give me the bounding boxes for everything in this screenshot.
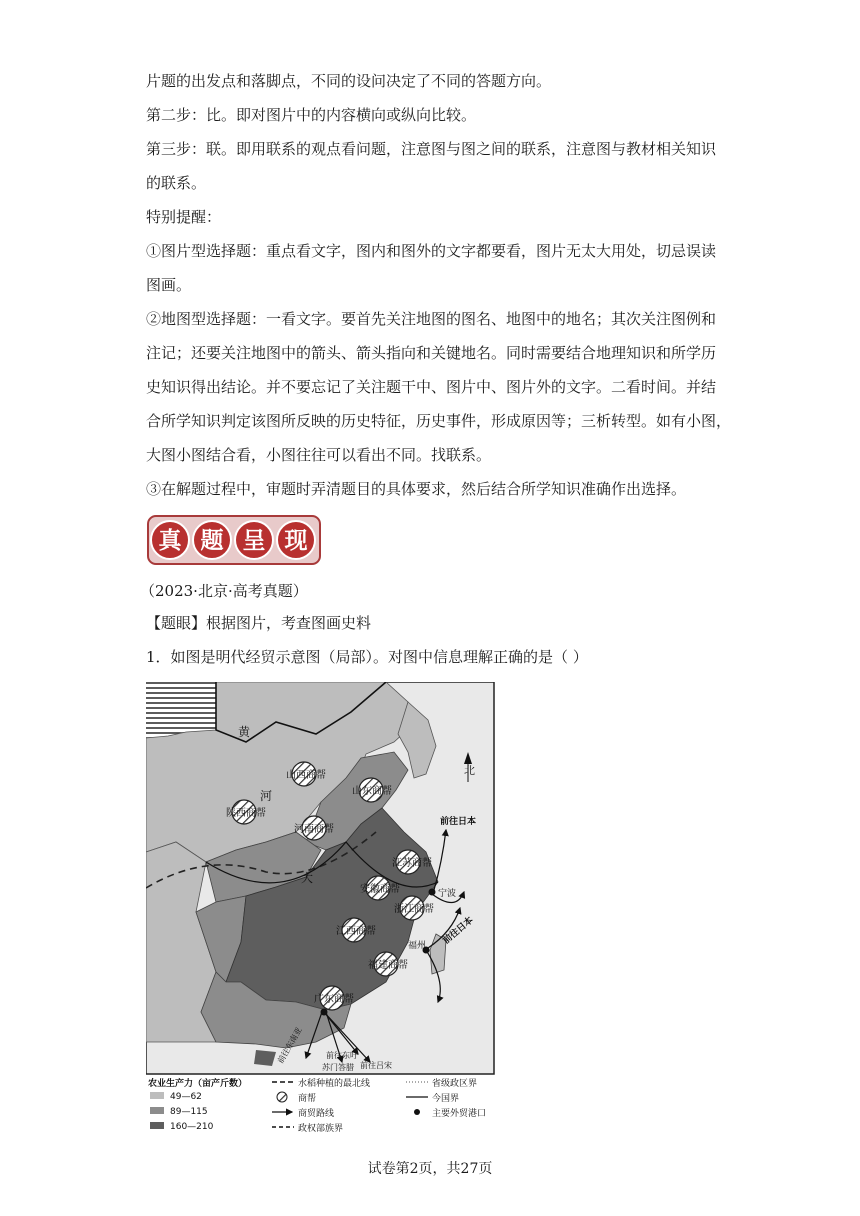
north-arrow-label: 北	[464, 764, 475, 777]
paragraph-line: 特别提醒：	[146, 208, 222, 226]
label-shaanxi: 陕西商帮	[226, 808, 266, 819]
paragraph-line: 注记；还要关注地图中的箭头、箭头指向和关键地名。同时需要结合地理知识和所学历	[146, 344, 717, 362]
page-footer: 试卷第2页，共27页	[367, 1161, 493, 1177]
label-anhui: 安徽商帮	[360, 884, 400, 895]
banner-char: 呈	[242, 528, 266, 554]
ming-trade-map	[146, 682, 496, 1142]
banner-char: 真	[158, 528, 182, 554]
label-he: 河	[260, 789, 273, 803]
section-banner	[146, 514, 322, 566]
question-stem: 1．如图是明代经贸示意图（局部）。对图中信息理解正确的是（ ）	[146, 648, 588, 666]
legend-agri-title: 农业生产力（亩产斤数）	[148, 1079, 248, 1089]
label-route-se4: 苏门答腊	[322, 1063, 354, 1072]
label-jiangsu: 江苏商帮	[392, 858, 432, 869]
label-fuzhou: 福州	[408, 941, 427, 951]
label-guangdong: 广东商帮	[314, 994, 354, 1005]
paragraph-line: ①图片型选择题：重点看文字，图内和图外的文字都要看，图片无太大用处，切忌误读	[146, 242, 717, 260]
label-shandong: 山东商帮	[352, 786, 392, 797]
question-focus: 【题眼】根据图片，考查图画史料	[146, 614, 372, 632]
legend-route: 商贸路线	[298, 1109, 335, 1119]
label-route-se1: 前往东南亚	[275, 1025, 304, 1065]
map-legend	[148, 1077, 486, 1134]
paragraph-line: 合所学知识判定该图所反映的历史特征，历史事件，形成原因等；三析转型。如有小图，	[146, 412, 732, 430]
paragraph-line: 的联系。	[146, 174, 207, 192]
label-fujian: 福建商帮	[368, 960, 408, 971]
label-japan-1: 前往日本	[440, 817, 477, 827]
label-route-se3: 前往吕宋	[360, 1061, 392, 1070]
legend-port: 主要外贸港口	[432, 1109, 487, 1119]
label-huang: 黄	[238, 725, 251, 739]
label-henan: 河南商帮	[294, 824, 334, 835]
question-source: （2023·北京·高考真题）	[140, 582, 308, 600]
label-zhejiang: 浙江商帮	[394, 904, 434, 915]
paragraph-line: ③在解题过程中，审题时弄清题目的具体要求，然后结合所学知识准确作出选择。	[146, 480, 687, 498]
paragraph-line: 大图小图结合看，小图往往可以看出不同。找联系。	[146, 446, 492, 464]
paragraph-line: 史知识得出结论。并不要忘记了关注题干中、图片中、图片外的文字。二看时间。并结	[146, 378, 717, 396]
paragraph-line: 第三步：联。即用联系的观点看问题，注意图与图之间的联系，注意图与教材相关知识	[146, 140, 717, 158]
label-shanxi: 山西商帮	[286, 770, 326, 781]
label-jiangxi: 江西商帮	[336, 926, 376, 937]
legend-agri-2: 89—115	[170, 1107, 208, 1117]
label-japan-2: 前往日本	[441, 915, 476, 947]
legend-agri-1: 49—62	[170, 1092, 202, 1102]
paragraph-line: 片题的出发点和落脚点，不同的设问决定了不同的答题方向。	[146, 72, 552, 90]
banner-char: 现	[284, 528, 308, 554]
label-da: 大	[301, 871, 314, 885]
label-route-se2: 前往东吁	[326, 1051, 358, 1060]
label-ningbo: 宁波	[438, 889, 457, 899]
legend-guild: 商帮	[298, 1094, 317, 1104]
legend-nation: 今国界	[432, 1094, 460, 1104]
paragraph-line: 第二步：比。即对图片中的内容横向或纵向比较。	[146, 106, 477, 124]
paragraph-line: ②地图型选择题：一看文字。要首先关注地图的图名、地图中的地名；其次关注图例和	[146, 310, 717, 328]
legend-agri-3: 160—210	[170, 1122, 214, 1132]
paragraph-line: 图画。	[146, 276, 192, 294]
steppe-region	[146, 682, 216, 738]
legend-prov: 省级政区界	[432, 1079, 478, 1089]
banner-char: 题	[200, 528, 224, 554]
legend-rice: 水稻种植的最北线	[298, 1079, 371, 1089]
legend-regime: 政权部族界	[298, 1124, 344, 1134]
